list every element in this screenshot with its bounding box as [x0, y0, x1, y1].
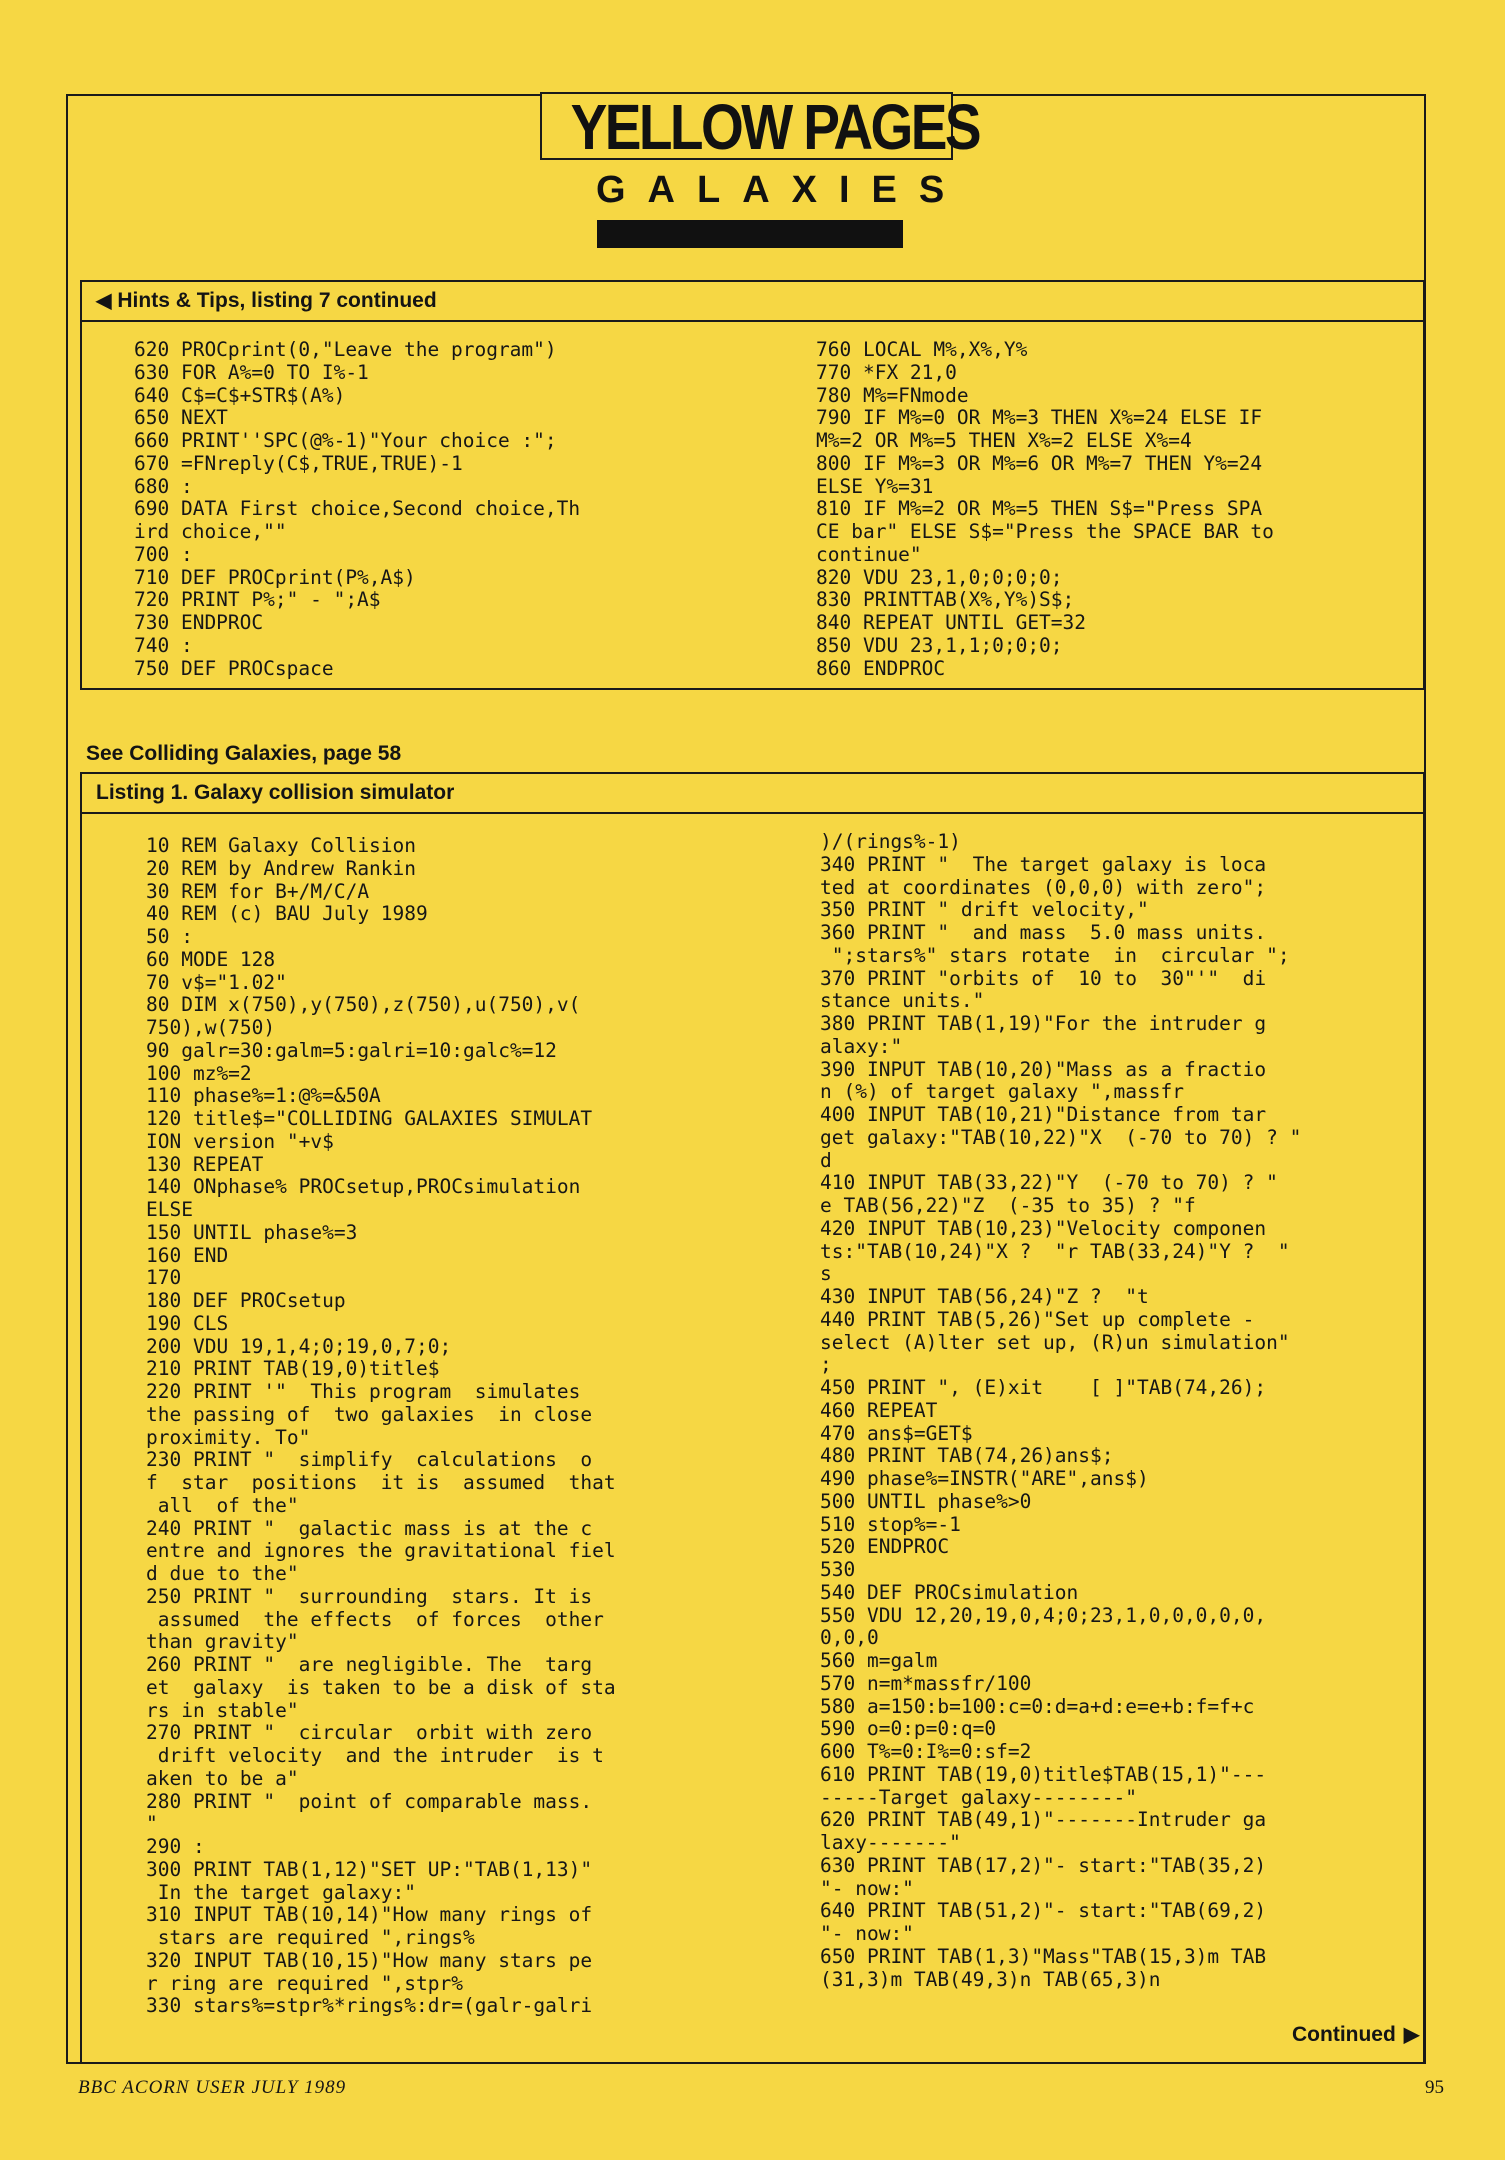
- cross-reference-heading: See Colliding Galaxies, page 58: [86, 742, 402, 765]
- section-title-bar: [597, 220, 903, 248]
- back-arrow-icon: ◀: [96, 290, 112, 312]
- section-title: GALAXIES: [596, 169, 967, 211]
- code-listing-column: )/(rings%-1) 340 PRINT " The target galaxy is loca ted at coordinates (0,0,0) with zero"; 350 PRINT " drift velocity," 360 PRINT " and mass 5.0 mass units. ";stars%" stars rotate in circular "; 370 PRINT "orbits of 10 to 30"'" di stance units." 380 PRINT TAB(1,19)"For the intruder g alaxy:" 390 INPUT TAB(10,20)"Mass as a fractio n (%) of target galaxy ",massfr 400 INPUT TAB(10,21)"Distance from tar get galaxy:"TAB(10,22)"X (-70 to 70) ? " d 410 INPUT TAB(33,22)"Y (-70 to 70) ? " e TAB(56,22)"Z (-35 to 35) ? "f 420 INPUT TAB(10,23)"Velocity componen ts:"TAB(10,24)"X ? "r TAB(33,24)"Y ? " s 430 INPUT TAB(56,24)"Z ? "t 440 PRINT TAB(5,26)"Set up complete - select (A)lter set up, (R)un simulation" ; 450 PRINT ", (E)xit [ ]"TAB(74,26); 460 REPEAT 470 ans$=GET$ 480 PRINT TAB(74,26)ans$; 490 phase%=INSTR("ARE",ans$) 500 UNTIL phase%>0 510 stop%=-1 520 ENDPROC 530 540 DEF PROCsimulation 550 VDU 12,20,19,0,4;0;23,1,0,0,0,0,0, 0,0,0 560 m=galm 570 n=m*massfr/100 580 a=150:b=100:c=0:d=a+d:e=e+b:f=f+c 590 o=0:p=0:q=0 600 T%=0:I%=0:sf=2 610 PRINT TAB(19,0)title$TAB(15,1)"--- -----Target galaxy--------" 620 PRINT TAB(49,1)"-------Intruder ga laxy-------" 630 PRINT TAB(17,2)"- start:"TAB(35,2) "- now:" 640 PRINT TAB(51,2)"- start:"TAB(69,2) "- now:" 650 PRINT TAB(1,3)"Mass"TAB(15,3)m TAB (31,3)m TAB(49,3)n TAB(65,3)n: [820, 830, 1302, 1991]
- masthead-title: YELLOW PAGES: [570, 91, 979, 163]
- forward-arrow-icon: ▶: [1403, 2024, 1420, 2046]
- box-header: [82, 282, 1423, 322]
- code-listing-column: 760 LOCAL M%,X%,Y% 770 *FX 21,0 780 M%=FNmode 790 IF M%=0 OR M%=3 THEN X%=24 ELSE IF M%=2 OR M%=5 THEN X%=2 ELSE X%=4 800 IF M%=3 OR M%=6 OR M%=7 THEN Y%=24 ELSE Y%=31 810 IF M%=2 OR M%=5 THEN S$="Press SPA CE bar" ELSE S$="Press the SPACE BAR to continue" 820 VDU 23,1,0;0;0;0; 830 PRINTTAB(X%,Y%)S$; 840 REPEAT UNTIL GET=32 850 VDU 23,1,1;0;0;0; 860 ENDPROC: [816, 338, 1274, 680]
- footer-publication: BBC ACORN USER JULY 1989: [78, 2077, 347, 2098]
- code-listing-column: 620 PROCprint(0,"Leave the program") 630 FOR A%=0 TO I%-1 640 C$=C$+STR$(A%) 650 NEXT 660 PRINT''SPC(@%-1)"Your choice :"; 670 =FNreply(C$,TRUE,TRUE)-1 680 : 690 DATA First choice,Second choice,Th ird choice,"" 700 : 710 DEF PROCprint(P%,A$) 720 PRINT P%;" - ";A$ 730 ENDPROC 740 : 750 DEF PROCspace: [134, 338, 581, 680]
- continued-label: Continued: [1292, 2023, 1396, 2046]
- code-listing-column: 10 REM Galaxy Collision 20 REM by Andrew Rankin 30 REM for B+/M/C/A 40 REM (c) BAU July 1989 50 : 60 MODE 128 70 v$="1.02" 80 DIM x(750),y(750),z(750),u(750),v( 750),w(750) 90 galr=30:galm=5:galri=10:galc%=12 100 mz%=2 110 phase%=1:@%=&50A 120 title$="COLLIDING GALAXIES SIMULAT ION version "+v$ 130 REPEAT 140 ONphase% PROCsetup,PROCsimulation ELSE 150 UNTIL phase%=3 160 END 170 180 DEF PROCsetup 190 CLS 200 VDU 19,1,4;0;19,0,7;0; 210 PRINT TAB(19,0)title$ 220 PRINT '" This program simulates the passing of two galaxies in close proximity. To" 230 PRINT " simplify calculations o f star positions it is assumed that all of the" 240 PRINT " galactic mass is at the c entre and ignores the gravitational fiel d due to the" 250 PRINT " surrounding stars. It is assumed the effects of forces other than gravity" 260 PRINT " are negligible. The targ et galaxy is taken to be a disk of sta rs in stable" 270 PRINT " circular orbit with zero drift velocity and the intruder is t aken to be a" 280 PRINT " point of comparable mass. " 290 : 300 PRINT TAB(1,12)"SET UP:"TAB(1,13)" In the target galaxy:" 310 INPUT TAB(10,14)"How many rings of stars are required ",rings% 320 INPUT TAB(10,15)"How many stars pe r ring are required ",stpr% 330 stars%=stpr%*rings%:dr=(galr-galri: [146, 834, 616, 2018]
- page-number: 95: [1425, 2077, 1444, 2098]
- box-header-label: Listing 1. Galaxy collision simulator: [82, 774, 1423, 814]
- continued-note: [1292, 2022, 1419, 2048]
- box-header-label: Hints & Tips, listing 7 continued: [117, 289, 437, 312]
- masthead-box: [540, 91, 979, 163]
